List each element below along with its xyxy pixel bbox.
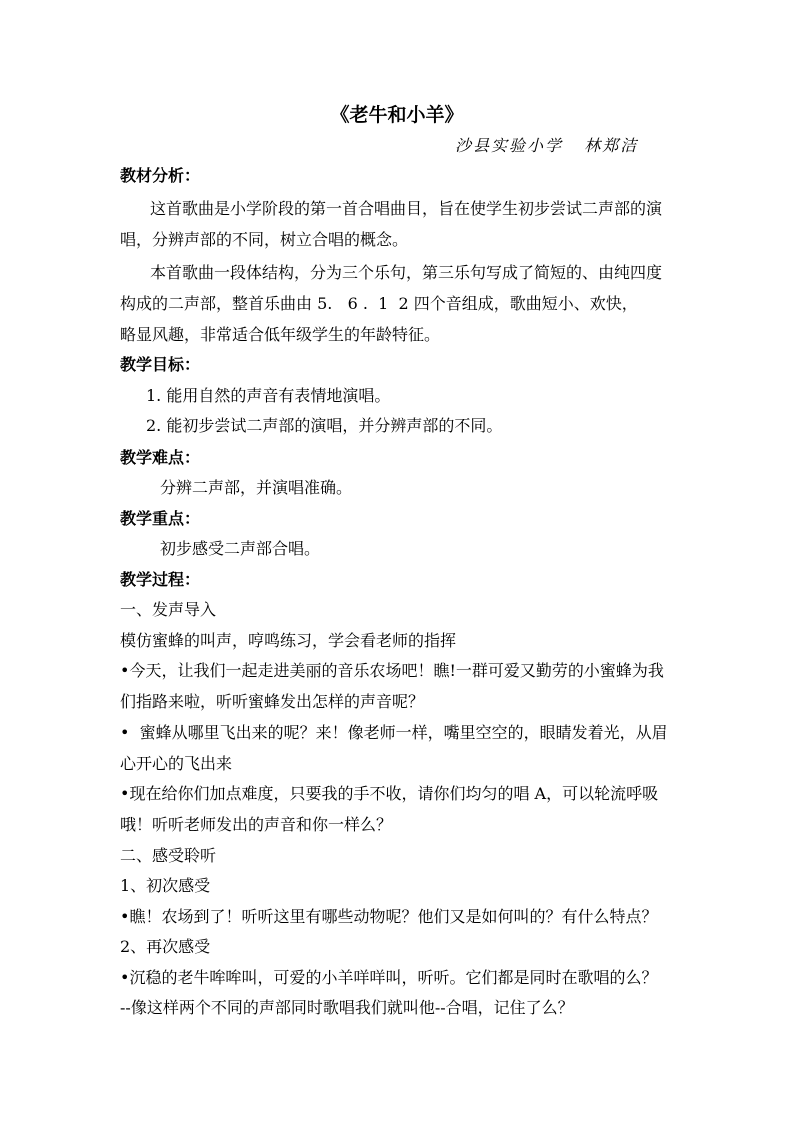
paragraph-line: 心开心的飞出来 xyxy=(120,754,233,773)
paragraph-line: 唱，分辨声部的不同，树立合唱的概念。 xyxy=(120,230,409,249)
paragraph-line: 初步感受二声部合唱。 xyxy=(160,539,321,558)
bullet-line: •瞧！农场到了！听听这里有哪些动物呢？他们又是如何叫的？有什么特点？ xyxy=(120,907,658,926)
paragraph-line: 分辨二声部，并演唱准确。 xyxy=(160,478,353,497)
paragraph-line: 构成的二声部，整首乐曲由 5. 6 . 1 2 四个音组成，歌曲短小、欢快， xyxy=(120,294,638,313)
bullet-line: •沉稳的老牛哞哞叫，可爱的小羊咩咩叫，听听。它们都是同时在歌唱的么？ xyxy=(120,968,658,987)
step-title: 一、发声导入 xyxy=(120,600,217,619)
paragraph-line: --像这样两个不同的声部同时歌唱我们就叫他--合唱，记住了么？ xyxy=(120,998,574,1017)
section-heading-goals: 教学目标： xyxy=(120,355,201,374)
list-item: 1. 能用自然的声音有表情地演唱。 xyxy=(146,386,391,405)
document-title: 《老牛和小羊》 xyxy=(330,104,464,126)
list-item: 2. 能初步尝试二声部的演唱，并分辨声部的不同。 xyxy=(146,416,503,435)
bullet-line: •今天，让我们一起走进美丽的音乐农场吧！瞧!一群可爱又勤劳的小蜜蜂为我 xyxy=(120,661,664,680)
step-title: 二、感受聆听 xyxy=(120,846,217,865)
author-line: 沙县实验小学 林郑洁 xyxy=(455,136,639,155)
section-heading-analysis: 教材分析： xyxy=(120,166,201,185)
bullet-line: • 蜜蜂从哪里飞出来的呢？来！像老师一样，嘴里空空的，眼睛发着光，从眉 xyxy=(120,723,668,742)
sub-step-title: 1、初次感受 xyxy=(120,876,211,895)
paragraph-line: 哦！听听老师发出的声音和你一样么？ xyxy=(120,815,393,834)
section-heading-key: 教学重点： xyxy=(120,509,201,528)
bullet-line: •现在给你们加点难度，只要我的手不收，请你们均匀的唱 A，可以轮流呼吸 xyxy=(120,784,659,803)
section-heading-difficulty: 教学难点： xyxy=(120,448,201,467)
paragraph-line: 略显风趣，非常适合低年级学生的年龄特征。 xyxy=(120,325,441,344)
paragraph-line: 模仿蜜蜂的叫声，哼鸣练习，学会看老师的指挥 xyxy=(120,631,457,650)
paragraph-line: 本首歌曲一段体结构，分为三个乐句，第三乐句写成了简短的、由纯四度 xyxy=(150,263,663,282)
section-heading-process: 教学过程： xyxy=(120,570,201,589)
sub-step-title: 2、再次感受 xyxy=(120,937,211,956)
paragraph-line: 这首歌曲是小学阶段的第一首合唱曲目，旨在使学生初步尝试二声部的演 xyxy=(150,199,663,218)
paragraph-line: 们指路来啦，听听蜜蜂发出怎样的声音呢？ xyxy=(120,692,425,711)
